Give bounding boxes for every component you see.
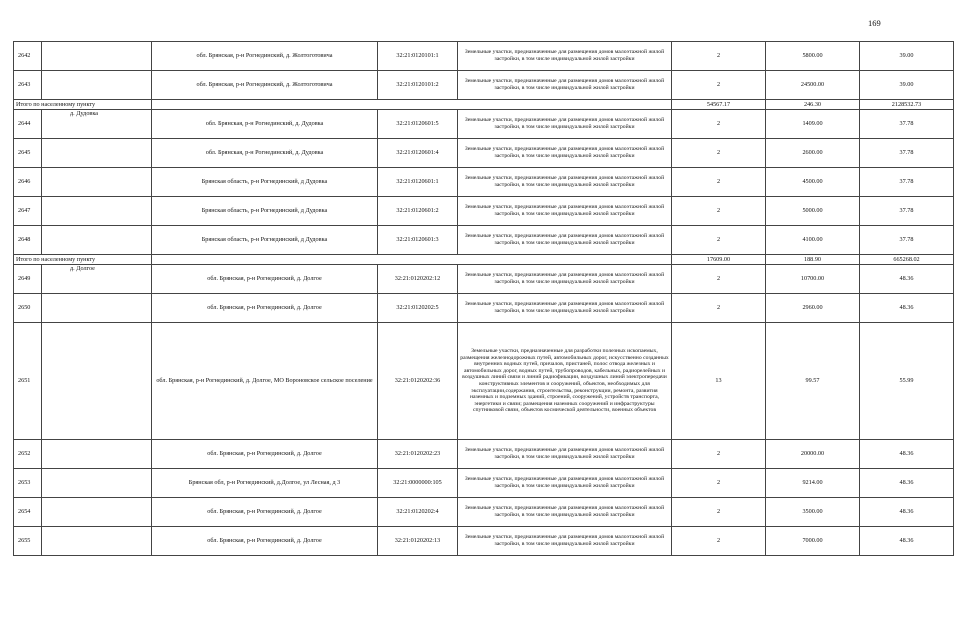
cadastral-number: 32:21:0120202:12 xyxy=(378,265,458,294)
rate: 37.78 xyxy=(860,168,954,197)
group-code: 2 xyxy=(672,294,766,323)
land-use-description: Земельные участки, предназначенные для размещения домов малоэтажной жилой застройки, в том числе индивидуальной жилой застройки xyxy=(458,110,672,139)
rate: 37.78 xyxy=(860,139,954,168)
group-code: 2 xyxy=(672,498,766,527)
row-number: 2653 xyxy=(14,469,42,498)
settlement-name xyxy=(42,71,152,100)
land-use-description: Земельные участки, предназначенные для размещения домов малоэтажной жилой застройки, в том числе индивидуальной жилой застройки xyxy=(458,168,672,197)
area: 24500.00 xyxy=(766,71,860,100)
row-number: 2645 xyxy=(14,139,42,168)
row-number: 2651 xyxy=(14,323,42,440)
address: обл. Брянская, р-н Рогнединский, д. Дудовка xyxy=(152,139,378,168)
row-number: 2652 xyxy=(14,440,42,469)
area: 99.57 xyxy=(766,323,860,440)
row-number: 2647 xyxy=(14,197,42,226)
table-row xyxy=(14,527,954,556)
total-label: Итого по населенному пункту xyxy=(14,100,152,110)
group-code: 13 xyxy=(672,323,766,440)
settlement-name xyxy=(42,440,152,469)
cadastral-number: 32:21:0120202:4 xyxy=(378,498,458,527)
address: обл. Брянская, р-н Рогнединский, д. Долгое xyxy=(152,498,378,527)
area: 2960.00 xyxy=(766,294,860,323)
area: 5000.00 xyxy=(766,197,860,226)
cadastral-number: 32:21:0120202:5 xyxy=(378,294,458,323)
cadastral-number: 32:21:0120601:3 xyxy=(378,226,458,255)
group-code: 2 xyxy=(672,197,766,226)
area: 2600.00 xyxy=(766,139,860,168)
group-code: 2 xyxy=(672,469,766,498)
land-use-description: Земельные участки, предназначенные для разработки полезных ископаемых, размещения железнодорожных путей, автомобильных дорог, искусственно созданных внутренних водных путей, причалов, пристаней, полос отвода железных и автомобильных дорог, водных путей, трубопроводов, кабельных, радиорелейных и воздушных линий связи и линий радиофикации, воздушных линий электропередачи конструктивных элементов и сооружений, объектов, необходимых для эксплуатации,содержания, строительства, реконструкции, ремонта, развития наземных и подземных зданий, строений, сооружений, устройств транспорта, энергетики и связи; размещения наземных сооружений и инфраструктуры спутниковой связи, объектов космической деятельности, военных объектов xyxy=(458,323,672,440)
total-value: 2128532.73 xyxy=(860,100,954,110)
row-number: 2649 xyxy=(14,265,42,294)
cadastral-number: 32:21:0000000:105 xyxy=(378,469,458,498)
table-row xyxy=(14,323,954,440)
cadastral-number: 32:21:0120101:2 xyxy=(378,71,458,100)
total-area: 54567.17 xyxy=(672,100,766,110)
settlement-name xyxy=(42,42,152,71)
address: обл. Брянская, р-н Рогнединский, д. Дудовка xyxy=(152,110,378,139)
table-row xyxy=(14,110,954,139)
total-rate: 246.30 xyxy=(766,100,860,110)
settlement-name xyxy=(42,139,152,168)
group-code: 2 xyxy=(672,42,766,71)
cadastral-number: 32:21:0120601:4 xyxy=(378,139,458,168)
land-use-description: Земельные участки, предназначенные для размещения домов малоэтажной жилой застройки, в том числе индивидуальной жилой застройки xyxy=(458,226,672,255)
row-number: 2646 xyxy=(14,168,42,197)
rate: 39.00 xyxy=(860,71,954,100)
land-use-description: Земельные участки, предназначенные для размещения домов малоэтажной жилой застройки, в том числе индивидуальной жилой застройки xyxy=(458,139,672,168)
settlement-name xyxy=(42,469,152,498)
group-code: 2 xyxy=(672,265,766,294)
settlement-total-row xyxy=(14,255,954,265)
group-code: 2 xyxy=(672,527,766,556)
row-number: 2642 xyxy=(14,42,42,71)
address: Брянская область, р-н Рогнединский, д Дудовка xyxy=(152,197,378,226)
land-use-description: Земельные участки, предназначенные для размещения домов малоэтажной жилой застройки, в том числе индивидуальной жилой застройки xyxy=(458,294,672,323)
table-row xyxy=(14,294,954,323)
table-row xyxy=(14,440,954,469)
cadastral-number: 32:21:0120601:5 xyxy=(378,110,458,139)
group-code: 2 xyxy=(672,71,766,100)
rate: 48.36 xyxy=(860,265,954,294)
address: обл. Брянская, р-н Рогнединский, д. Долгое xyxy=(152,527,378,556)
row-number: 2655 xyxy=(14,527,42,556)
cadastral-number: 32:21:0120101:1 xyxy=(378,42,458,71)
settlement-name xyxy=(42,527,152,556)
area: 9214.00 xyxy=(766,469,860,498)
table-row xyxy=(14,197,954,226)
cadastral-number: 32:21:0120202:13 xyxy=(378,527,458,556)
address: Брянская область, р-н Рогнединский, д Дудовка xyxy=(152,226,378,255)
area: 20000.00 xyxy=(766,440,860,469)
area: 7000.00 xyxy=(766,527,860,556)
land-use-description: Земельные участки, предназначенные для размещения домов малоэтажной жилой застройки, в том числе индивидуальной жилой застройки xyxy=(458,265,672,294)
address: обл. Брянская, р-н Рогнединский, д. Долгое, МО Вороновское сельское поселение xyxy=(152,323,378,440)
table-row xyxy=(14,139,954,168)
group-code: 2 xyxy=(672,139,766,168)
table-row xyxy=(14,469,954,498)
rate: 55.99 xyxy=(860,323,954,440)
total-value: 665268.02 xyxy=(860,255,954,265)
total-label: Итого по населенному пункту xyxy=(14,255,152,265)
row-number: 2644 xyxy=(14,110,42,139)
settlement-name xyxy=(42,168,152,197)
land-use-description: Земельные участки, предназначенные для размещения домов малоэтажной жилой застройки, в том числе индивидуальной жилой застройки xyxy=(458,527,672,556)
address: обл. Брянская, р-н Рогнединский, д. Жолтоготовича xyxy=(152,42,378,71)
area: 4500.00 xyxy=(766,168,860,197)
settlement-name xyxy=(42,498,152,527)
cadastral-number: 32:21:0120601:1 xyxy=(378,168,458,197)
page-number: 169 xyxy=(868,18,881,28)
rate: 37.78 xyxy=(860,226,954,255)
area: 10700.00 xyxy=(766,265,860,294)
table-row xyxy=(14,71,954,100)
row-number: 2650 xyxy=(14,294,42,323)
area: 4100.00 xyxy=(766,226,860,255)
total-rate: 188.90 xyxy=(766,255,860,265)
settlement-total-row xyxy=(14,100,954,110)
area: 1409.00 xyxy=(766,110,860,139)
settlement-name xyxy=(42,323,152,440)
settlement-name xyxy=(42,197,152,226)
group-code: 2 xyxy=(672,440,766,469)
settlement-name: д. Долгое xyxy=(42,265,152,294)
table-row xyxy=(14,168,954,197)
address: обл. Брянская, р-н Рогнединский, д. Долгое xyxy=(152,440,378,469)
rate: 48.36 xyxy=(860,294,954,323)
settlement-name xyxy=(42,226,152,255)
rate: 48.36 xyxy=(860,469,954,498)
land-use-description: Земельные участки, предназначенные для размещения домов малоэтажной жилой застройки, в том числе индивидуальной жилой застройки xyxy=(458,42,672,71)
settlement-name xyxy=(42,294,152,323)
group-code: 2 xyxy=(672,110,766,139)
land-use-description: Земельные участки, предназначенные для размещения домов малоэтажной жилой застройки, в том числе индивидуальной жилой застройки xyxy=(458,469,672,498)
settlement-name: д. Дудовка xyxy=(42,110,152,139)
area: 5800.00 xyxy=(766,42,860,71)
table-row xyxy=(14,226,954,255)
rate: 48.36 xyxy=(860,498,954,527)
table-row xyxy=(14,498,954,527)
table-row xyxy=(14,42,954,71)
table-row xyxy=(14,265,954,294)
row-number: 2648 xyxy=(14,226,42,255)
cadastral-number: 32:21:0120601:2 xyxy=(378,197,458,226)
rate: 37.78 xyxy=(860,110,954,139)
address: Брянская область, р-н Рогнединский, д Дудовка xyxy=(152,168,378,197)
address: обл. Брянская, р-н Рогнединский, д. Долгое xyxy=(152,294,378,323)
table-body xyxy=(14,42,954,556)
cadastral-number: 32:21:0120202:23 xyxy=(378,440,458,469)
total-area: 17609.00 xyxy=(672,255,766,265)
rate: 39.00 xyxy=(860,42,954,71)
group-code: 2 xyxy=(672,168,766,197)
total-spacer xyxy=(152,255,672,265)
row-number: 2643 xyxy=(14,71,42,100)
rate: 48.36 xyxy=(860,527,954,556)
rate: 48.36 xyxy=(860,440,954,469)
land-use-description: Земельные участки, предназначенные для размещения домов малоэтажной жилой застройки, в том числе индивидуальной жилой застройки xyxy=(458,440,672,469)
rate: 37.78 xyxy=(860,197,954,226)
cadastral-number: 32:21:0120202:36 xyxy=(378,323,458,440)
row-number: 2654 xyxy=(14,498,42,527)
land-use-description: Земельные участки, предназначенные для размещения домов малоэтажной жилой застройки, в том числе индивидуальной жилой застройки xyxy=(458,71,672,100)
area: 3500.00 xyxy=(766,498,860,527)
address: Брянская обл, р-н Рогнединский, д.Долгое, ул Лесная, д 3 xyxy=(152,469,378,498)
address: обл. Брянская, р-н Рогнединский, д. Долгое xyxy=(152,265,378,294)
total-spacer xyxy=(152,100,672,110)
land-valuation-table xyxy=(13,41,954,556)
group-code: 2 xyxy=(672,226,766,255)
land-use-description: Земельные участки, предназначенные для размещения домов малоэтажной жилой застройки, в том числе индивидуальной жилой застройки xyxy=(458,498,672,527)
land-use-description: Земельные участки, предназначенные для размещения домов малоэтажной жилой застройки, в том числе индивидуальной жилой застройки xyxy=(458,197,672,226)
address: обл. Брянская, р-н Рогнединский, д. Жолтоготовича xyxy=(152,71,378,100)
